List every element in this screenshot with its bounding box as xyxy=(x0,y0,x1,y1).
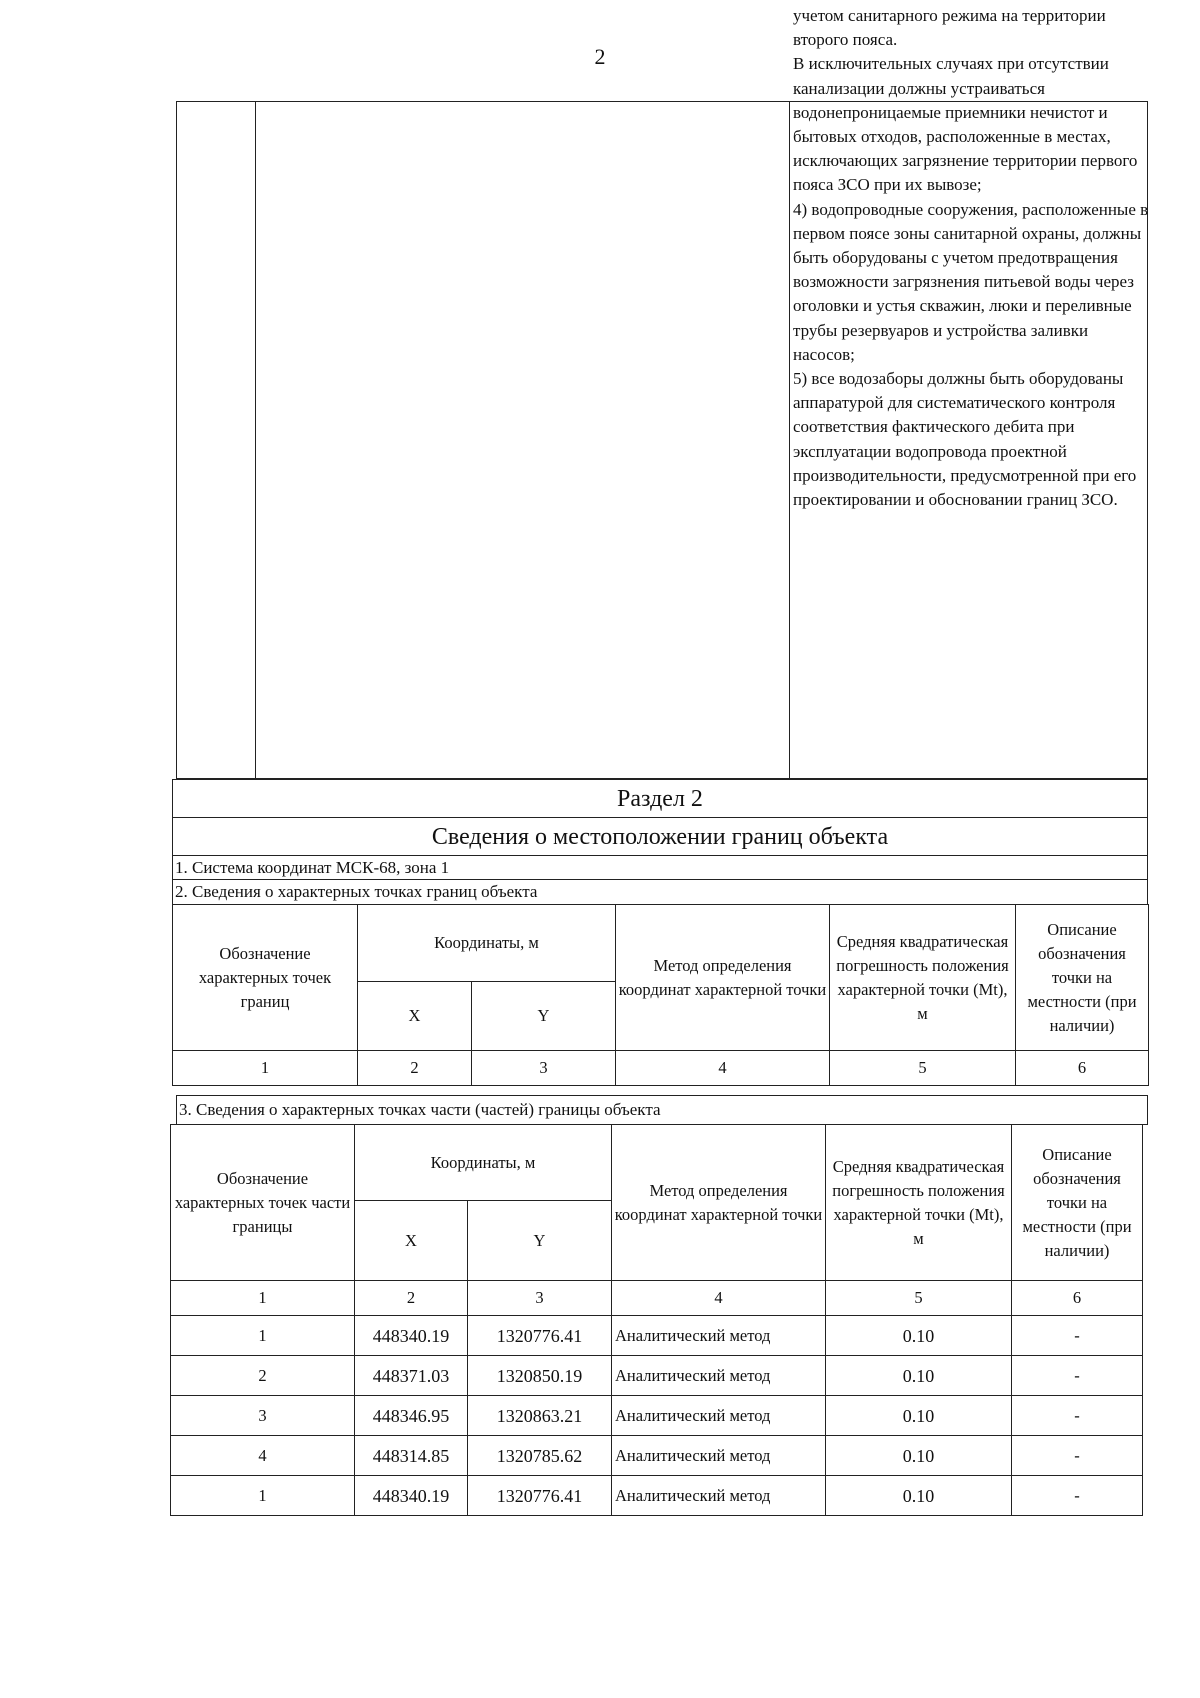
error-value: 0.10 xyxy=(826,1436,1012,1476)
point-number: 3 xyxy=(171,1396,355,1436)
table-row xyxy=(171,1356,1143,1396)
description: - xyxy=(1012,1396,1143,1436)
column-number: 2 xyxy=(358,1051,472,1086)
header-y: Y xyxy=(468,1201,612,1281)
header-method: Метод определения координат характерной точки xyxy=(616,905,830,1051)
point-number: 1 xyxy=(171,1316,355,1356)
header-coordinates: Координаты, м xyxy=(355,1125,612,1201)
description: - xyxy=(1012,1356,1143,1396)
header-x: X xyxy=(355,1201,468,1281)
point-number: 4 xyxy=(171,1436,355,1476)
page-number: 2 xyxy=(594,44,606,69)
column-number: 1 xyxy=(171,1281,355,1316)
boundary-points-table xyxy=(172,904,1149,1086)
x-coordinate: 448371.03 xyxy=(355,1356,468,1396)
point-number: 2 xyxy=(171,1356,355,1396)
table-row xyxy=(171,1436,1143,1476)
header-designation: Обозначение характерных точек части границы xyxy=(171,1125,355,1281)
error-value: 0.10 xyxy=(826,1356,1012,1396)
table-row xyxy=(171,1476,1143,1516)
requirements-text: учетом санитарного режима на территории второго пояса. В исключительных случаях при отсутствии канализации должны устраиваться водонепроницаемые приемники нечистот и бытовых отходов, расположенные в местах, исключающих загрязнение территории первого пояса ЗСО при их вывозе; 4) водопроводные сооружения, расположенные в первом поясе зоны санитарной охраны, должны быть оборудованы с учетом предотвращения возможности загрязнения питьевой воды через оголовки и устья скважин, люки и переливные трубы резервуаров и устройства заливки насосов; 5) все водозаборы должны быть оборудованы аппаратурой для систематического контроля соответствия фактического дебита при эксплуатации водопровода проектной производительности, предусмотренной при его проектировании и обосновании границ ЗСО. xyxy=(793,6,1149,510)
description: - xyxy=(1012,1476,1143,1516)
method: Аналитический метод xyxy=(612,1396,826,1436)
x-coordinate: 448346.95 xyxy=(355,1396,468,1436)
column-number: 4 xyxy=(612,1281,826,1316)
y-coordinate: 1320785.62 xyxy=(468,1436,612,1476)
column-number: 5 xyxy=(826,1281,1012,1316)
part-boundary-points-table xyxy=(170,1124,1143,1516)
column-divider xyxy=(789,102,790,778)
method: Аналитический метод xyxy=(612,1436,826,1476)
error-value: 0.10 xyxy=(826,1396,1012,1436)
method: Аналитический метод xyxy=(612,1356,826,1396)
y-coordinate: 1320776.41 xyxy=(468,1476,612,1516)
y-coordinate: 1320850.19 xyxy=(468,1356,612,1396)
header-coordinates: Координаты, м xyxy=(358,905,616,982)
header-designation: Обозначение характерных точек границ xyxy=(173,905,358,1051)
column-number: 3 xyxy=(472,1051,616,1086)
column-number: 6 xyxy=(1012,1281,1143,1316)
coordinate-system: 1. Система координат МСК-68, зона 1 xyxy=(172,855,1148,880)
header-description: Описание обозначения точки на местности (при наличии) xyxy=(1016,905,1149,1051)
point-number: 1 xyxy=(171,1476,355,1516)
y-coordinate: 1320776.41 xyxy=(468,1316,612,1356)
column-number: 1 xyxy=(173,1051,358,1086)
error-value: 0.10 xyxy=(826,1316,1012,1356)
header-y: Y xyxy=(472,982,616,1051)
table-row xyxy=(171,1316,1143,1356)
header-method: Метод определения координат характерной точки xyxy=(612,1125,826,1281)
section-title: Раздел 2 xyxy=(172,779,1148,818)
points-heading: 2. Сведения о характерных точках границ объекта xyxy=(172,879,1148,905)
header-description: Описание обозначения точки на местности (при наличии) xyxy=(1012,1125,1143,1281)
method: Аналитический метод xyxy=(612,1476,826,1516)
column-number: 3 xyxy=(468,1281,612,1316)
header-error: Средняя квадратическая погрешность положения характерной точки (Mt), м xyxy=(826,1125,1012,1281)
description: - xyxy=(1012,1316,1143,1356)
description: - xyxy=(1012,1436,1143,1476)
column-number: 6 xyxy=(1016,1051,1149,1086)
x-coordinate: 448340.19 xyxy=(355,1316,468,1356)
part-points-heading: 3. Сведения о характерных точках части (частей) границы объекта xyxy=(176,1095,1148,1125)
header-x: X xyxy=(358,982,472,1051)
column-number: 5 xyxy=(830,1051,1016,1086)
x-coordinate: 448340.19 xyxy=(355,1476,468,1516)
x-coordinate: 448314.85 xyxy=(355,1436,468,1476)
section-subtitle: Сведения о местоположении границ объекта xyxy=(172,817,1148,856)
y-coordinate: 1320863.21 xyxy=(468,1396,612,1436)
column-number: 2 xyxy=(355,1281,468,1316)
column-number: 4 xyxy=(616,1051,830,1086)
column-divider xyxy=(255,102,256,778)
error-value: 0.10 xyxy=(826,1476,1012,1516)
header-error: Средняя квадратическая погрешность положения характерной точки (Mt), м xyxy=(830,905,1016,1051)
method: Аналитический метод xyxy=(612,1316,826,1356)
table-row xyxy=(171,1396,1143,1436)
